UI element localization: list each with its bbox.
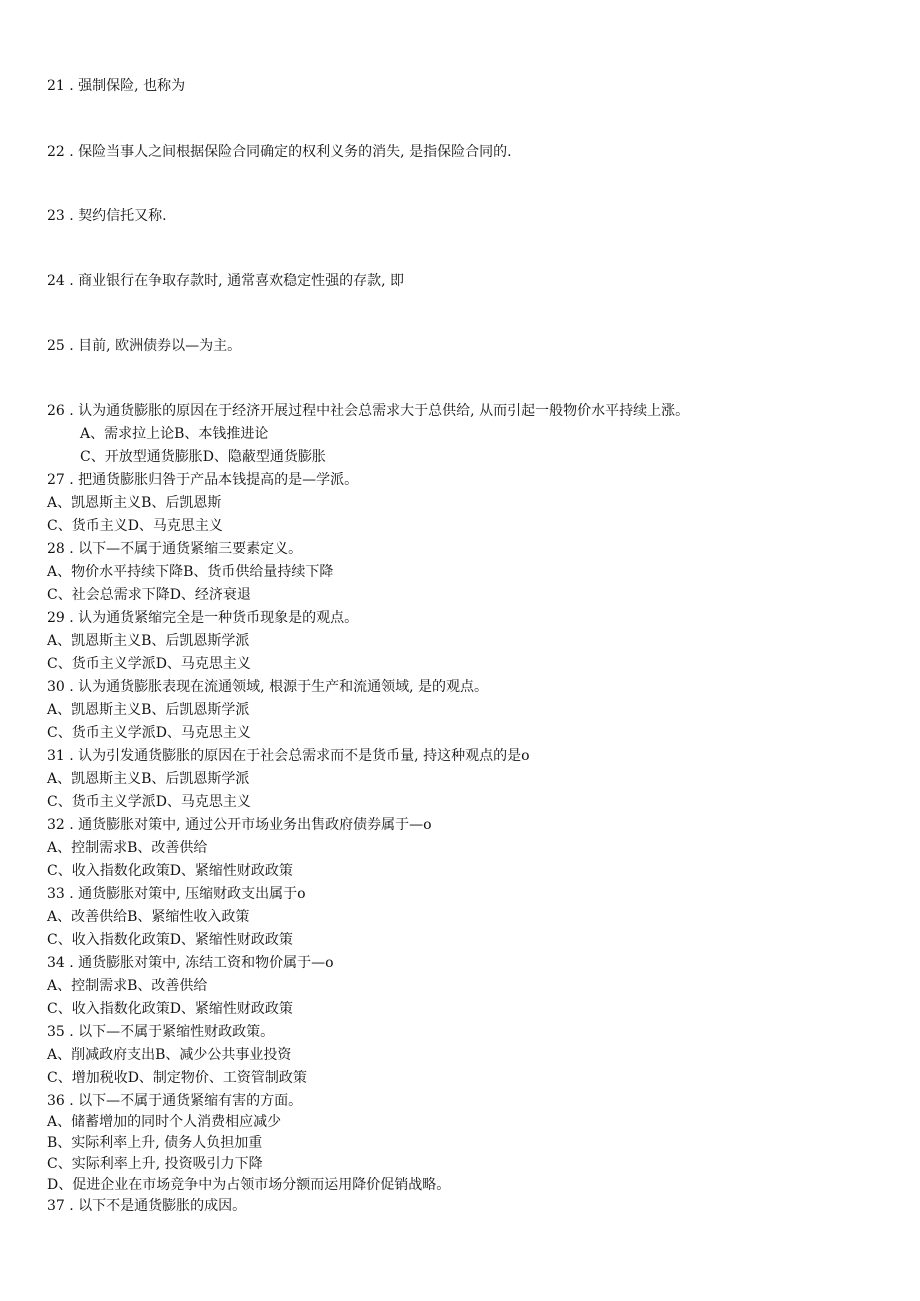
answer-option: C、货币主义学派D、马克思主义 (47, 794, 251, 810)
answer-option: C、社会总需求下降D、经济衰退 (47, 587, 251, 603)
question-25 (47, 337, 241, 355)
answer-option: C、开放型通货膨胀D、隐蔽型通货膨胀 (80, 449, 326, 465)
question-21 (47, 77, 185, 95)
question-number: 29 (47, 610, 65, 626)
answer-option: C、货币主义学派D、马克思主义 (47, 656, 251, 672)
question-text: . 通货膨胀对策中, 压缩财政支出属于o (69, 886, 306, 902)
question-text: . 认为通货膨胀表现在流通领域, 根源于生产和流通领域, 是的观点。 (69, 679, 488, 695)
answer-option: A、改善供给B、紧缩性收入政策 (47, 909, 250, 925)
answer-option: A、削减政府支出B、减少公共事业投资 (47, 1047, 292, 1063)
question-24 (47, 272, 404, 290)
question-number: 21 (47, 78, 65, 94)
question-28 (47, 540, 302, 558)
question-text: . 目前, 欧洲债券以—为主。 (69, 338, 242, 354)
question-number: 30 (47, 679, 65, 695)
question-text: . 以下—不属于紧缩性财政政策。 (69, 1024, 275, 1040)
question-35 (47, 1023, 274, 1041)
question-27 (47, 471, 358, 489)
question-number: 25 (47, 338, 65, 354)
answer-option: C、收入指数化政策D、紧缩性财政政策 (47, 863, 293, 879)
question-30 (47, 678, 488, 696)
question-33 (47, 885, 306, 903)
question-number: 33 (47, 886, 65, 902)
question-number: 31 (47, 748, 65, 764)
question-text: . 认为通货膨胀的原因在于经济开展过程中社会总需求大于总供给, 从而引起一般物价水平持续上涨。 (69, 403, 690, 419)
answer-option: C、收入指数化政策D、紧缩性财政政策 (47, 1001, 293, 1017)
answer-option: D、促进企业在市场竞争中为占领市场分额而运用降价促销战略。 (47, 1177, 451, 1193)
answer-option: B、实际利率上升, 债务人负担加重 (47, 1135, 263, 1151)
question-36 (47, 1092, 302, 1110)
answer-option: A、储蓄增加的同时个人消费相应减少 (47, 1114, 282, 1130)
answer-option: C、收入指数化政策D、紧缩性财政政策 (47, 932, 293, 948)
answer-option: C、货币主义D、马克思主义 (47, 518, 223, 534)
answer-option: A、凯恩斯主义B、后凯恩斯学派 (47, 702, 250, 718)
question-22 (47, 143, 512, 161)
question-text: . 强制保险, 也称为 (69, 78, 186, 94)
answer-option: A、物价水平持续下降B、货币供给量持续下降 (47, 564, 334, 580)
answer-option: C、货币主义学派D、马克思主义 (47, 725, 251, 741)
question-text: . 商业银行在争取存款时, 通常喜欢稳定性强的存款, 即 (69, 273, 404, 289)
question-text: . 契约信托又称. (69, 208, 167, 224)
question-23 (47, 207, 167, 225)
question-number: 28 (47, 541, 65, 557)
question-number: 26 (47, 403, 65, 419)
question-number: 27 (47, 472, 65, 488)
question-29 (47, 609, 358, 627)
question-number: 23 (47, 208, 65, 224)
question-number: 32 (47, 817, 65, 833)
answer-option: A、凯恩斯主义B、后凯恩斯学派 (47, 633, 250, 649)
question-number: 34 (47, 955, 65, 971)
question-text: . 把通货膨胀归咎于产品本钱提高的是—学派。 (69, 472, 359, 488)
question-number: 37 (47, 1198, 65, 1214)
question-number: 35 (47, 1024, 65, 1040)
question-text: . 以下—不属于通货紧缩有害的方面。 (69, 1093, 303, 1109)
question-text: . 通货膨胀对策中, 冻结工资和物价属于—o (69, 955, 334, 971)
question-number: 24 (47, 273, 65, 289)
question-number: 22 (47, 144, 65, 160)
answer-option: A、凯恩斯主义B、后凯恩斯学派 (47, 771, 250, 787)
question-text: . 通货膨胀对策中, 通过公开市场业务出售政府债券属于—o (69, 817, 432, 833)
question-text: . 保险当事人之间根据保险合同确定的权利义务的消失, 是指保险合同的. (69, 144, 512, 160)
answer-option: A、凯恩斯主义B、后凯恩斯 (47, 495, 222, 511)
question-37 (47, 1197, 246, 1215)
question-26 (47, 402, 689, 420)
answer-option: A、控制需求B、改善供给 (47, 840, 208, 856)
question-text: . 认为引发通货膨胀的原因在于社会总需求而不是货币量, 持这种观点的是o (69, 748, 530, 764)
answer-option: C、实际利率上升, 投资吸引力下降 (47, 1156, 263, 1172)
question-31 (47, 747, 530, 765)
question-text: . 认为通货紧缩完全是一种货币现象是的观点。 (69, 610, 359, 626)
question-text: . 以下不是通货膨胀的成因。 (69, 1198, 247, 1214)
answer-option: C、增加税收D、制定物价、工资管制政策 (47, 1070, 307, 1086)
question-number: 36 (47, 1093, 65, 1109)
question-text: . 以下—不属于通货紧缩三要素定义。 (69, 541, 303, 557)
answer-option: A、需求拉上论B、本钱推进论 (80, 426, 269, 442)
answer-option: A、控制需求B、改善供给 (47, 978, 208, 994)
question-34 (47, 954, 334, 972)
question-32 (47, 816, 432, 834)
